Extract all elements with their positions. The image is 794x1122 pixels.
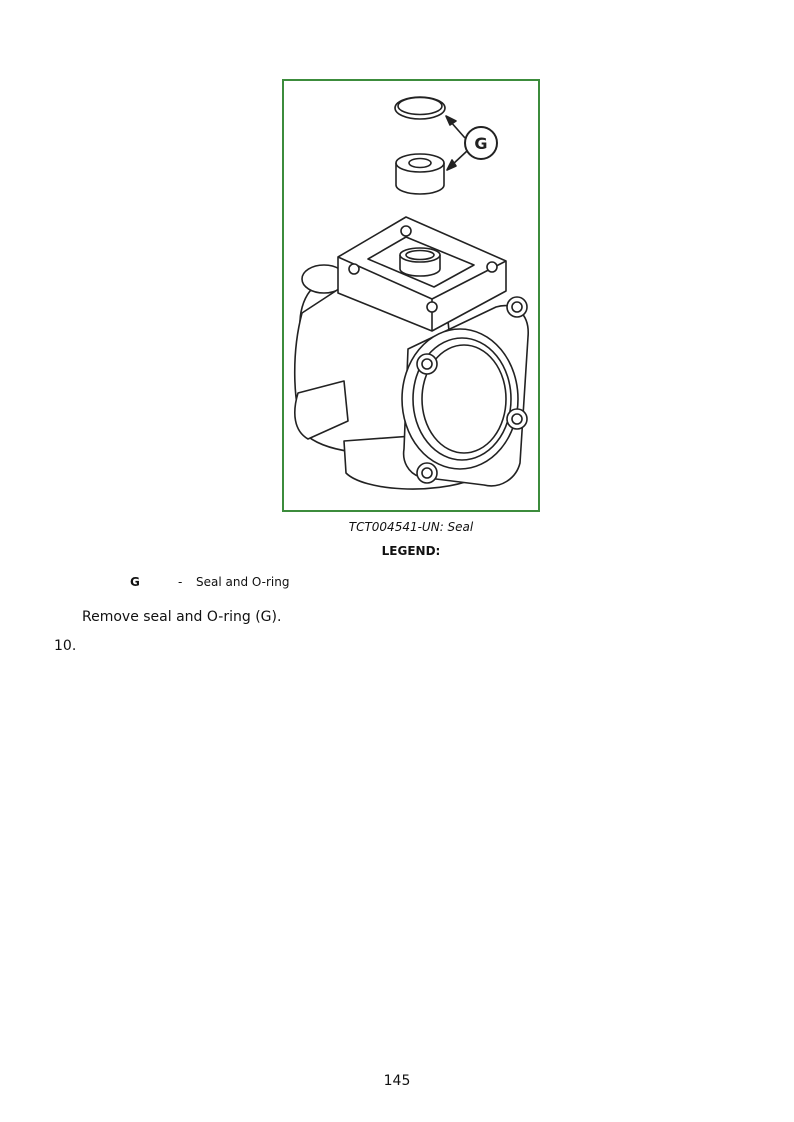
legend-separator: -: [178, 575, 183, 589]
figure-frame: [282, 79, 540, 512]
o-ring-part: [395, 97, 445, 119]
legend-key: G: [130, 575, 140, 589]
seal-part: [396, 154, 444, 194]
callout-letter: G: [474, 134, 488, 153]
step-number: 10.: [54, 638, 77, 654]
legend-title: LEGEND:: [381, 544, 441, 558]
legend-description: Seal and O-ring: [196, 575, 290, 589]
page-number: 145: [383, 1073, 411, 1089]
instruction-text: Remove seal and O-ring (G).: [82, 609, 282, 625]
figure-caption: TCT004541-UN: Seal: [348, 520, 474, 534]
callout-g: [446, 116, 497, 170]
valve-housing-illustration: [284, 81, 538, 510]
